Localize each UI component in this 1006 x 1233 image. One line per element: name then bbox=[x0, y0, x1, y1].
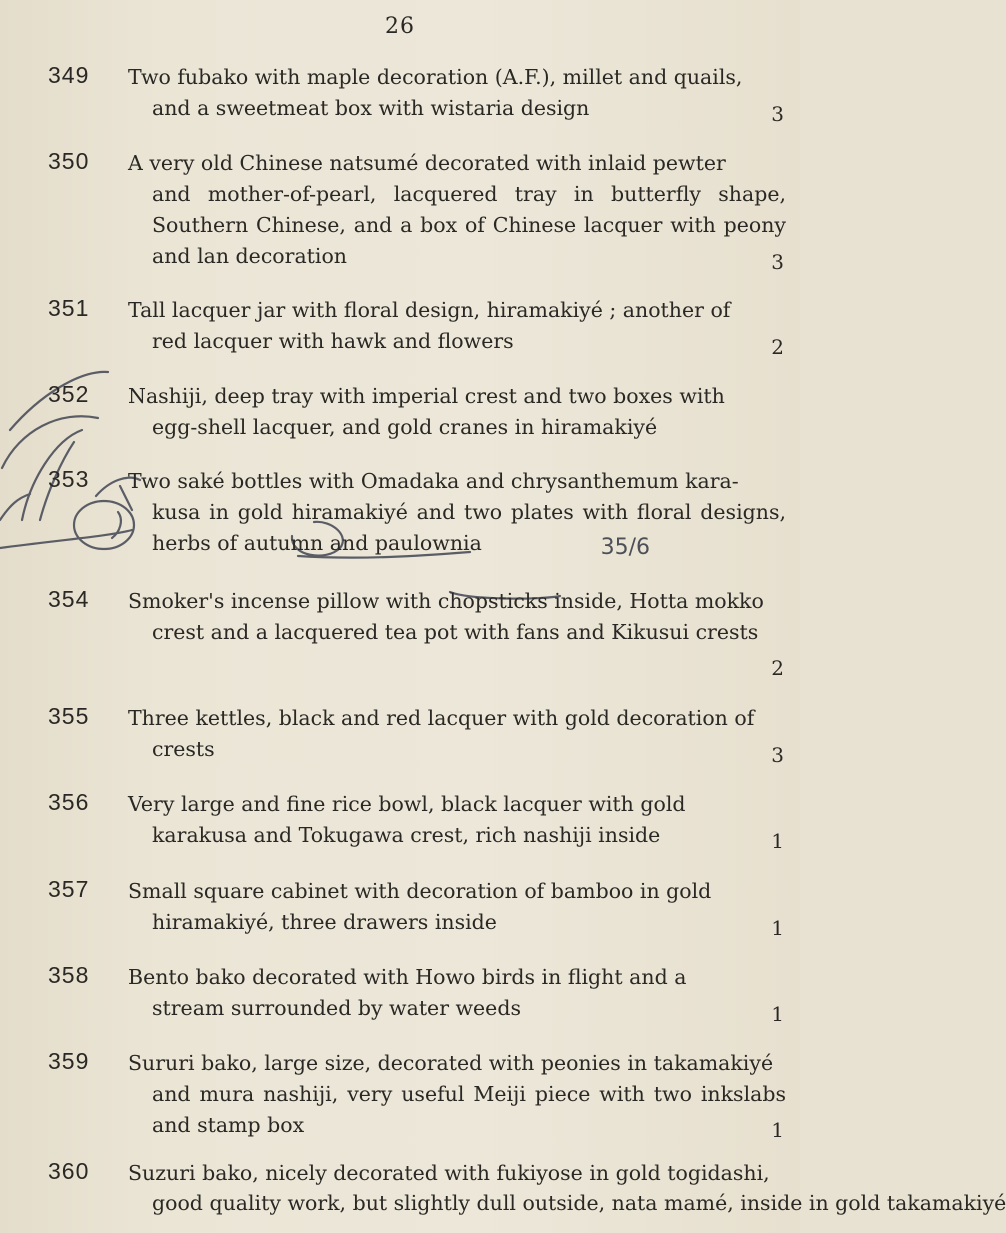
lot-358 bbox=[0, 962, 800, 1026]
lot-number: 353 bbox=[48, 466, 90, 492]
lot-description-line1: A very old Chinese natsumé decorated with inlaid pewter bbox=[128, 151, 726, 175]
lot-354 bbox=[0, 586, 800, 680]
lot-number: 355 bbox=[48, 703, 90, 729]
lot-360-continued bbox=[0, 1188, 1006, 1219]
lot-description-line1: Small square cabinet with decoration of bamboo in gold bbox=[128, 879, 712, 903]
lot-description-line2: crests bbox=[152, 737, 215, 761]
lot-description-line2: and mura nashiji, very useful Meiji piece with two inkslabs and stamp box bbox=[152, 1082, 786, 1137]
lot-number: 350 bbox=[48, 148, 90, 174]
lot-number: 356 bbox=[48, 789, 90, 815]
lot-number: 359 bbox=[48, 1048, 90, 1074]
lot-quantity: 1 bbox=[771, 829, 784, 853]
lot-description-line2: and a sweetmeat box with wistaria design bbox=[152, 96, 590, 120]
lot-352 bbox=[0, 381, 800, 445]
lot-description-line1: Smoker's incense pillow with chopsticks inside, Hotta mokko bbox=[128, 589, 764, 613]
lot-quantity: 1 bbox=[771, 1002, 784, 1026]
lot-quantity: 2 bbox=[771, 656, 784, 680]
lot-number: 351 bbox=[48, 295, 90, 321]
lot-number: 357 bbox=[48, 876, 90, 902]
lot-description-line1: Three kettles, black and red lacquer with gold decoration of bbox=[128, 706, 755, 730]
lot-description-line1: Suzuri bako, nicely decorated with fukiyose in gold togidashi, bbox=[128, 1161, 770, 1185]
lot-description-line1: Bento bako decorated with Howo birds in flight and a bbox=[128, 965, 687, 989]
lot-quantity: 1 bbox=[771, 916, 784, 940]
lot-description bbox=[128, 466, 786, 559]
lot-description-line2: hiramakiyé, three drawers inside bbox=[152, 910, 497, 934]
lot-description bbox=[128, 789, 786, 851]
lot-quantity: 1 bbox=[771, 1118, 784, 1142]
lot-description bbox=[128, 703, 786, 765]
lot-360 bbox=[0, 1158, 800, 1188]
lot-description-line2: karakusa and Tokugawa crest, rich nashiji inside bbox=[152, 823, 661, 847]
lot-357 bbox=[0, 876, 800, 940]
lot-description bbox=[128, 1158, 786, 1189]
lot-number: 360 bbox=[48, 1158, 90, 1184]
lot-356 bbox=[0, 789, 800, 853]
lot-355 bbox=[0, 703, 800, 767]
lot-description bbox=[128, 381, 786, 443]
lot-quantity: 3 bbox=[771, 743, 784, 767]
lot-description bbox=[128, 62, 786, 124]
lot-number: 358 bbox=[48, 962, 90, 988]
lot-description-line1: Very large and fine rice bowl, black lacquer with gold bbox=[128, 792, 686, 816]
lot-description bbox=[128, 148, 786, 272]
lot-description-continued bbox=[128, 1188, 1006, 1219]
lot-number: 354 bbox=[48, 586, 90, 612]
lot-359 bbox=[0, 1048, 800, 1142]
lot-description-line2: kusa in gold hiramakiyé and two plates with floral designs, herbs of autumn and paulownia bbox=[152, 500, 786, 555]
lot-description-line2: good quality work, but slightly dull outside, nata mamé, inside in gold takamakiyé bbox=[152, 1191, 1006, 1215]
handwritten-price: 35/6 bbox=[600, 535, 650, 560]
lot-number: 349 bbox=[48, 62, 90, 88]
lot-number: 352 bbox=[48, 381, 90, 407]
lot-quantity: 2 bbox=[771, 335, 784, 359]
lot-description bbox=[128, 876, 786, 938]
lot-description bbox=[128, 586, 786, 648]
lot-quantity: 3 bbox=[771, 102, 784, 126]
lot-description bbox=[128, 962, 786, 1024]
lot-349 bbox=[0, 62, 800, 126]
lot-description bbox=[128, 295, 786, 357]
lot-description-line2: crest and a lacquered tea pot with fans and Kikusui crests bbox=[152, 620, 759, 644]
lot-description-line2: stream surrounded by water weeds bbox=[152, 996, 521, 1020]
page-number: 26 bbox=[385, 14, 415, 39]
lot-description bbox=[128, 1048, 786, 1141]
lot-353 bbox=[0, 466, 800, 562]
lot-description-line1: Sururi bako, large size, decorated with peonies in takamakiyé bbox=[128, 1051, 774, 1075]
lot-description-line1: Two saké bottles with Omadaka and chrysanthemum kara- bbox=[128, 469, 739, 493]
lot-351 bbox=[0, 295, 800, 359]
lot-description-line1: Nashiji, deep tray with imperial crest and two boxes with bbox=[128, 384, 725, 408]
lot-description-line2: red lacquer with hawk and flowers bbox=[152, 329, 514, 353]
lot-description-line1: Tall lacquer jar with floral design, hiramakiyé ; another of bbox=[128, 298, 731, 322]
lot-description-line1: Two fubako with maple decoration (A.F.), millet and quails, bbox=[128, 65, 743, 89]
lot-description-line2: egg-shell lacquer, and gold cranes in hiramakiyé bbox=[152, 415, 658, 439]
lot-quantity: 3 bbox=[771, 250, 784, 274]
lot-description-line2: and mother-of-pearl, lacquered tray in butterfly shape, Southern Chinese, and a box of Chinese lacquer with peony and lan decoration bbox=[152, 182, 786, 268]
lot-350 bbox=[0, 148, 800, 274]
